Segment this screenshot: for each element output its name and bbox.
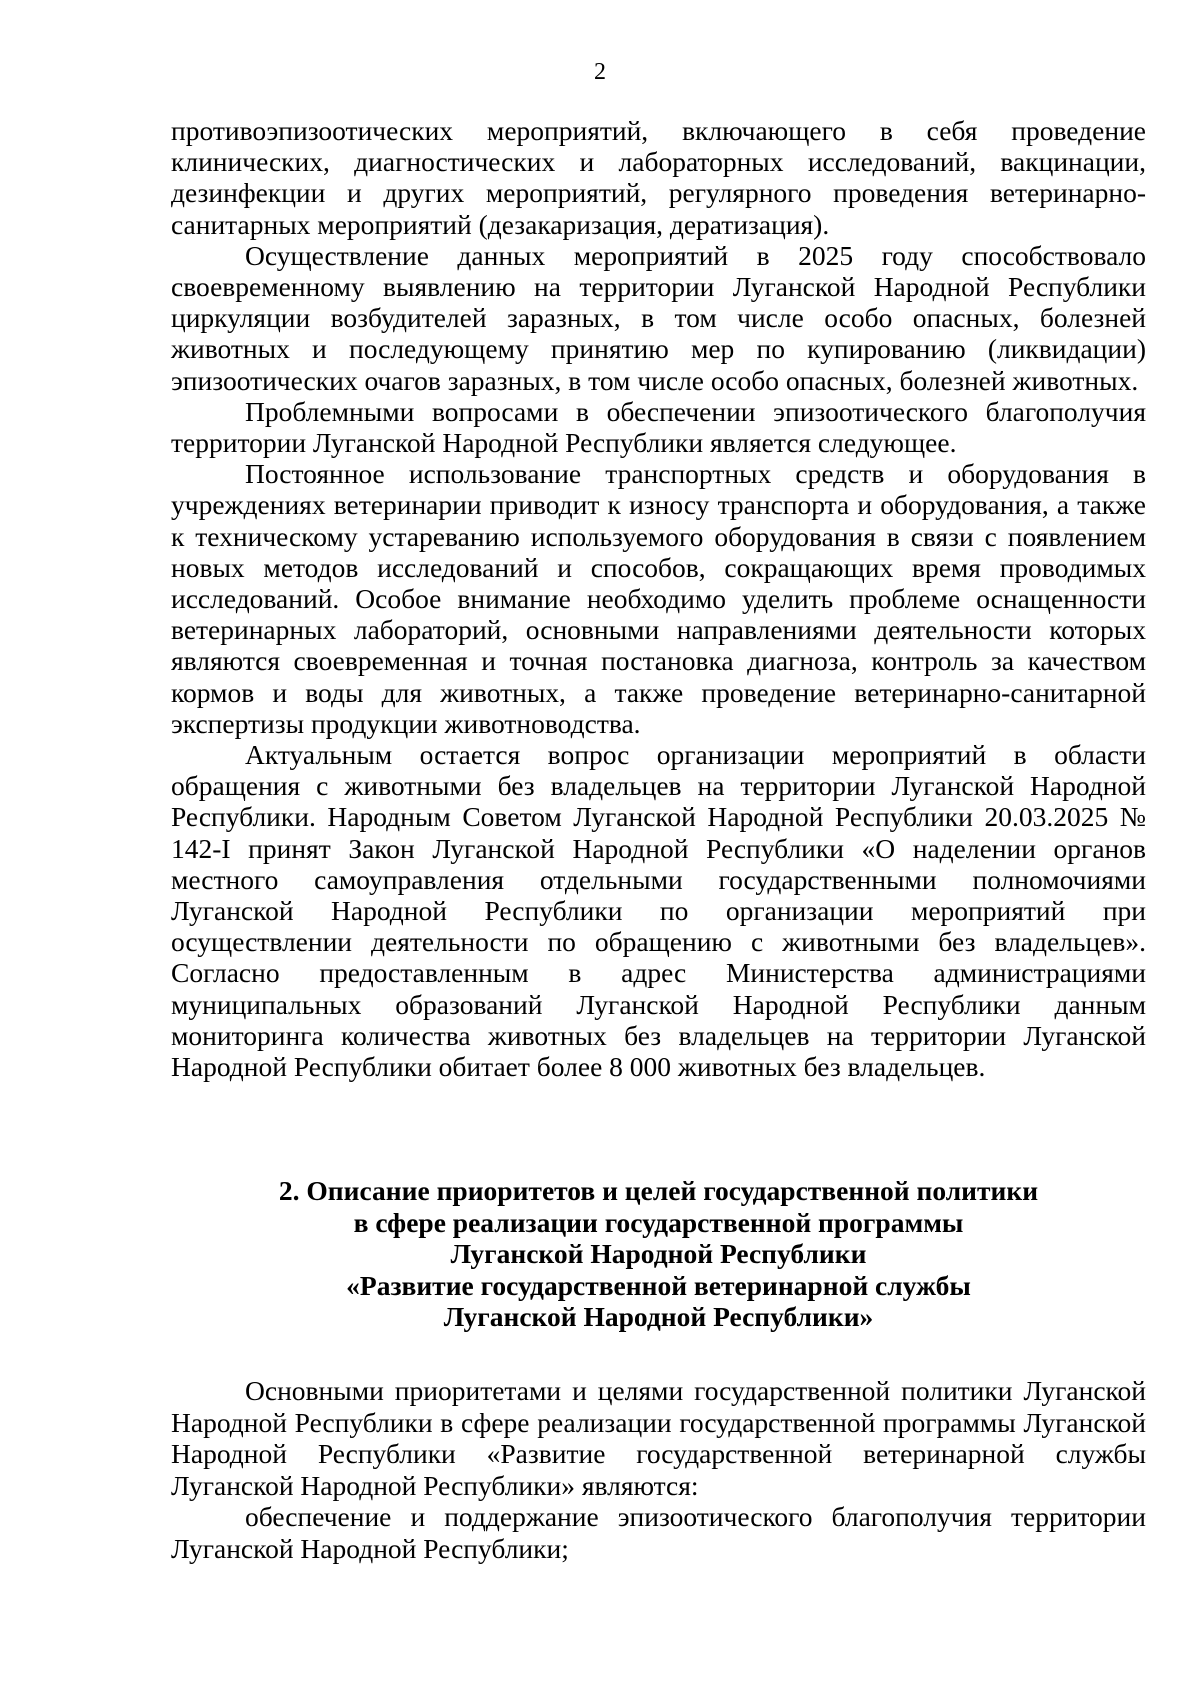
section-heading-line: в сфере реализации государственной программы <box>353 1206 964 1238</box>
section-heading-line: «Развитие государственной ветеринарной службы <box>346 1269 971 1301</box>
page-number: 2 <box>594 59 606 85</box>
paragraph-measures-2025: Осуществление данных мероприятий в 2025 году способствовало своевременному выявлению на территории Луганской Народной Республики циркуляции возбудителей заразных, в том числе особо опасных, болезней животных и последующему принятию мер по купированию (ликвидации) эпизоотических очагов заразных, в том числе особо опасных, болезней животных. <box>171 239 1146 396</box>
section-heading-line: Луганской Народной Республики» <box>443 1301 874 1332</box>
document-body <box>171 115 1146 1082</box>
section-body <box>171 1375 1146 1564</box>
section-heading <box>171 1175 1146 1333</box>
paragraph-priority-item: обеспечение и поддержание эпизоотического благополучия территории Луганской Народной Республики; <box>171 1501 1146 1564</box>
section-heading-line: 2. Описание приоритетов и целей государственной политики <box>278 1175 1039 1206</box>
paragraph-equipment: Постоянное использование транспортных средств и оборудования в учреждениях ветеринарии приводит к износу транспорта и оборудования, а также к техническому устареванию используемого оборудования в связи с появлением новых методов исследований и способов, сокращающих время проводимых исследований. Особое внимание необходимо уделить проблеме оснащенности ветеринарных лабораторий, основными направлениями деятельности которых являются своевременная и точная постановка диагноза, контроль за качеством кормов и воды для животных, а также проведение ветеринарно-санитарной экспертизы продукции животноводства. <box>171 458 1146 739</box>
paragraph-continuation: противоэпизоотических мероприятий, включающего в себя проведение клинических, диагностических и лабораторных исследований, вакцинации, дезинфекции и других мероприятий, регулярного проведения ветеринарно-санитарных мероприятий (дезакаризация, дератизация). <box>171 115 1146 240</box>
paragraph-animals-without-owners: Актуальным остается вопрос организации мероприятий в области обращения с животными без владельцев на территории Луганской Народной Республики. Народным Советом Луганской Народной Республики 20.03.2025 № 142-I принят Закон Луганской Народной Республики «О наделении органов местного самоуправления отдельными государственными полномочиями Луганской Народной Республики по организации мероприятий при осуществлении деятельности по обращению с животными без владельцев». Согласно предоставленным в адрес Министерства администрациями муниципальных образований Луганской Народной Республики данным мониторинга количества животных без владельцев на территории Луганской Народной Республики обитает более 8 000 животных без владельцев. <box>171 739 1146 1083</box>
paragraph-problem-issues: Проблемными вопросами в обеспечении эпизоотического благополучия территории Луганской Народной Республики является следующее. <box>171 395 1146 459</box>
paragraph-priorities: Основными приоритетами и целями государственной политики Луганской Народной Республики в сфере реализации государственной программы Луганской Народной Республики «Развитие государственной ветеринарной службы Луганской Народной Республики» являются: <box>171 1375 1146 1501</box>
section-heading-line: Луганской Народной Республики <box>450 1238 867 1269</box>
